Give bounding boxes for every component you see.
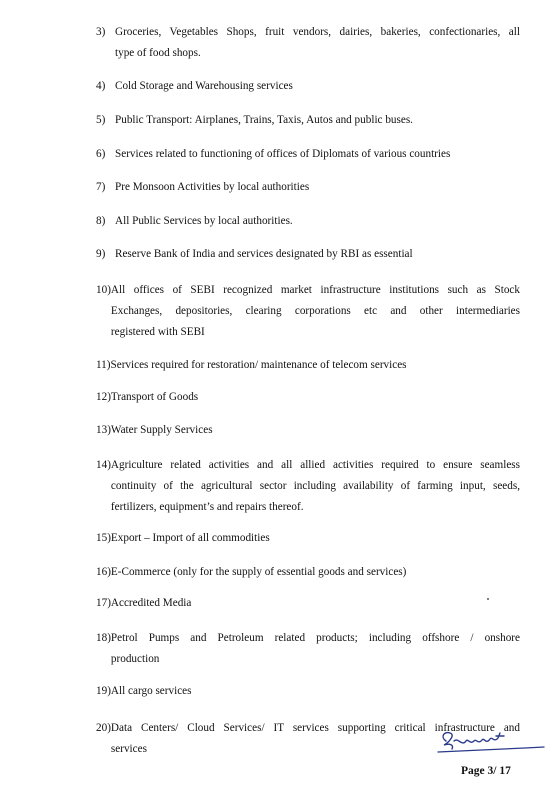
item-line: services [110,743,147,755]
item-text: Cold Storage and Warehousing services [115,80,293,92]
item-number: 13) [96,424,111,436]
list-item [96,593,520,614]
item-line: Groceries, Vegetables Shops, fruit vendors, dairies, bakeries, confectionaries, all [115,26,520,38]
list-item [96,387,520,408]
item-text: Services required for restoration/ maintenance of telecom services [110,359,407,371]
item-number: 8) [96,215,106,227]
list-item [96,244,520,265]
item-line: Exchanges, depositories, clearing corporations etc and other intermediaries [110,305,520,317]
item-number: 10) [96,284,111,296]
list-item [96,110,520,131]
item-number: 11) [96,359,111,371]
list-item [96,211,520,232]
item-line: type of food shops. [115,47,201,59]
item-number: 17) [96,597,111,609]
item-number: 15) [96,532,111,544]
item-line: Petrol Pumps and Petroleum related products; including offshore / onshore [110,632,520,644]
item-number: 16) [96,566,111,578]
list-item [96,177,520,198]
list-item [96,528,520,549]
item-number: 5) [96,114,106,126]
item-text: Transport of Goods [110,391,199,403]
item-number: 20) [96,722,111,734]
list-item [96,76,520,97]
list-item [96,681,520,702]
item-text: Accredited Media [110,597,192,609]
item-line: fertilizers, equipment’s and repairs thereof. [110,501,304,513]
item-text: Services related to functioning of offices of Diplomats of various countries [115,148,451,160]
item-text: All cargo services [110,685,192,697]
item-text: Public Transport: Airplanes, Trains, Taxis, Autos and public buses. [115,114,413,126]
item-number: 7) [96,181,106,193]
item-line: Data Centers/ Cloud Services/ IT services supporting critical infrastructure and [110,722,520,734]
item-text: E-Commerce (only for the supply of essential goods and services) [110,566,407,578]
item-number: 19) [96,685,111,697]
item-text: All Public Services by local authorities. [115,215,293,227]
list-item [96,420,520,441]
item-number: 4) [96,80,106,92]
item-text [111,455,520,518]
item-text: Water Supply Services [110,424,213,436]
item-number: 18) [96,632,111,644]
item-number: 9) [96,248,106,260]
item-line: production [110,653,160,665]
item-number: 12) [96,391,111,403]
item-number: 6) [96,148,106,160]
list-item [96,628,520,670]
list-item [96,144,520,165]
list-item [96,280,520,343]
item-line: Agriculture related activities and all allied activities required to ensure seamless [110,459,520,471]
item-text: Pre Monsoon Activities by local authorities [115,181,310,193]
item-text: Reserve Bank of India and services designated by RBI as essential [115,248,413,260]
page-number: Page 3/ 17 [461,765,511,777]
signature-icon [436,727,546,761]
speck-mark [487,598,489,600]
item-line: All offices of SEBI recognized market infrastructure institutions such as Stock [110,284,520,296]
item-number: 3) [96,26,106,38]
list-item [96,562,520,583]
item-text [111,280,520,343]
list-item [96,355,520,376]
list-item [96,22,520,64]
item-line: registered with SEBI [110,326,205,338]
item-line: continuity of the agricultural sector including availability of farming input, seeds, [110,480,520,492]
list-item [96,455,520,518]
item-text [115,22,520,64]
item-number: 14) [96,459,111,471]
item-text [111,628,520,670]
item-text: Export – Import of all commodities [110,532,270,544]
